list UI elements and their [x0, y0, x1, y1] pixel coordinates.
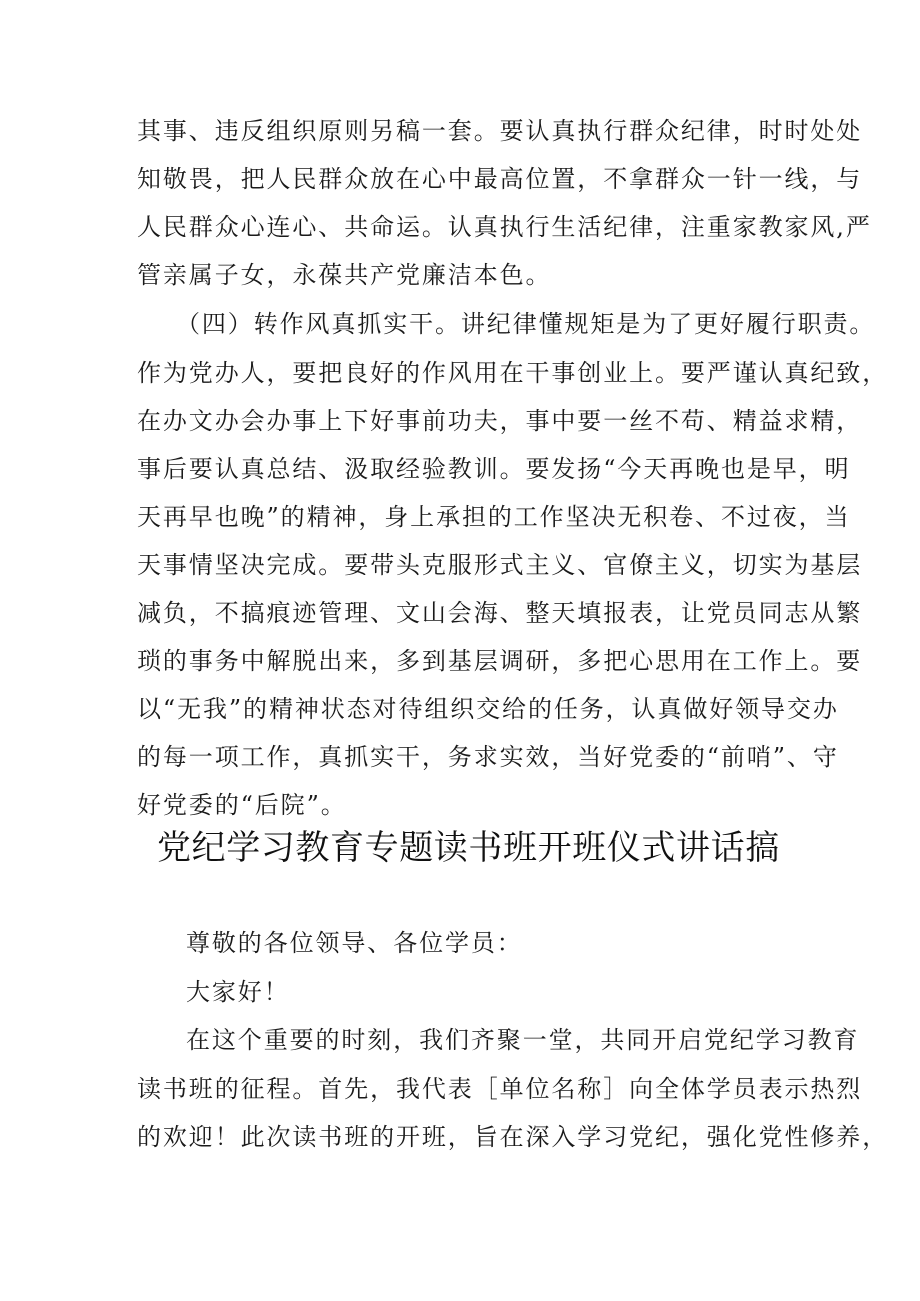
body-line: 在办文办会办事上下好事前功夫，事中要一丝不苟、精益求精，: [137, 407, 863, 435]
speech-line: 的欢迎！此次读书班的开班，旨在深入学习党纪，强化党性修养，: [137, 1123, 889, 1151]
body-line: 其事、违反组织原则另稿一套。要认真执行群众纪律，时时处处: [137, 117, 863, 145]
greeting-line: 大家好！: [186, 978, 290, 1006]
body-line: 作为党办人，要把良好的作风用在干事创业上。要严谨认真纪致，: [137, 359, 889, 387]
body-line: 事后要认真总结、汲取经验教训。要发扬“今天再晚也是早，明: [137, 455, 851, 483]
body-line: 知敬畏，把人民群众放在心中最高位置，不拿群众一针一线，与: [137, 165, 863, 193]
body-line: 琐的事务中解脱出来，多到基层调研，多把心思用在工作上。要: [137, 647, 863, 675]
speech-line: 读书班的征程。首先，我代表［单位名称］向全体学员表示热烈: [137, 1075, 863, 1103]
body-line: 天事情坚决完成。要带头克服形式主义、官僚主义，切实为基层: [137, 551, 863, 579]
body-line: 人民群众心连心、共命运。认真执行生活纪律，注重家教家风,严: [137, 213, 872, 241]
section-heading-line: （四）转作风真抓实干。讲纪律懂规矩是为了更好履行职责。: [176, 310, 876, 338]
speech-line: 在这个重要的时刻，我们齐聚一堂，共同开启党纪学习教育: [186, 1026, 860, 1054]
body-line: 的每一项工作，真抓实干，务求实效，当好党委的“前哨”、守: [137, 743, 839, 771]
salutation-line: 尊敬的各位领导、各位学员：: [186, 929, 523, 957]
body-line: 减负，不搞痕迹管理、文山会海、整天填报表，让党员同志从繁: [137, 599, 863, 627]
body-line: 天再早也晚”的精神，身上承担的工作坚决无积卷、不过夜，当: [137, 503, 851, 531]
document-title: 党纪学习教育专题读书班开班仪式讲话搞: [157, 828, 780, 868]
body-line: 管亲属子女，永葆共产党廉洁本色。: [137, 261, 552, 289]
body-line: 以“无我”的精神状态对待组织交给的任务，认真做好领导交办: [137, 695, 839, 723]
body-line: 好党委的“后院”。: [137, 791, 347, 819]
